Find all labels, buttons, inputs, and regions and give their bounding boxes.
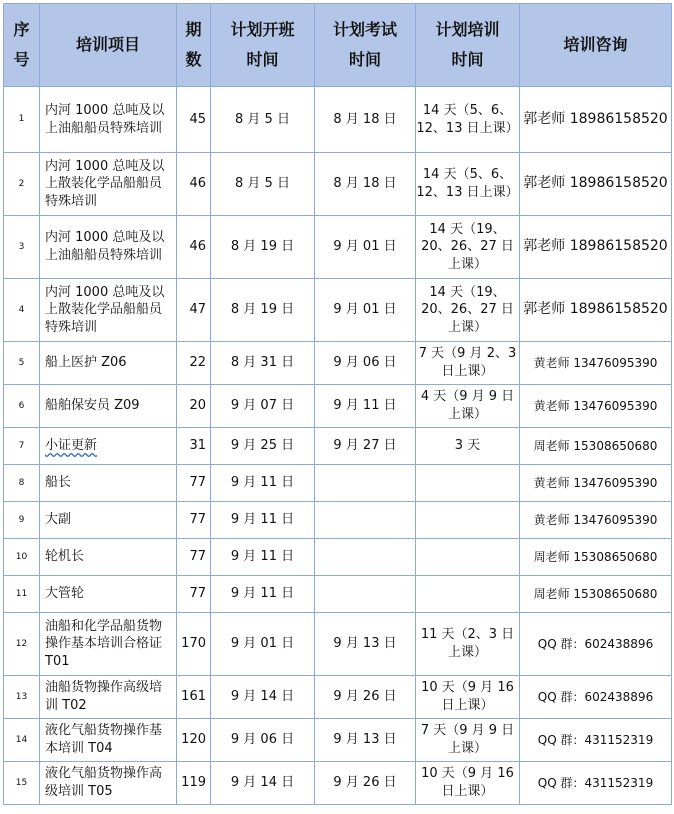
cell-exam: 9 月 27 日 xyxy=(315,428,416,465)
cell-periods: 77 xyxy=(177,502,211,539)
cell-exam: 9 月 26 日 xyxy=(315,762,416,805)
cell-exam: 9 月 11 日 xyxy=(315,385,416,428)
header-periods: 期 数 xyxy=(177,4,211,87)
cell-contact: 黄老师 13476095390 xyxy=(520,342,672,385)
cell-start: 8 月 5 日 xyxy=(211,87,315,153)
cell-training xyxy=(416,465,520,502)
cell-project: 大管轮 xyxy=(40,576,177,613)
cell-periods: 31 xyxy=(177,428,211,465)
cell-periods: 20 xyxy=(177,385,211,428)
cell-contact: 周老师 15308650680 xyxy=(520,576,672,613)
cell-contact: 郭老师 18986158520 xyxy=(520,279,672,342)
cell-project: 轮机长 xyxy=(40,539,177,576)
cell-exam xyxy=(315,465,416,502)
cell-periods: 22 xyxy=(177,342,211,385)
cell-periods: 119 xyxy=(177,762,211,805)
cell-exam: 9 月 01 日 xyxy=(315,216,416,279)
cell-contact: QQ 群：602438896 xyxy=(520,613,672,676)
cell-periods: 161 xyxy=(177,676,211,719)
cell-start: 9 月 14 日 xyxy=(211,676,315,719)
cell-contact: 黄老师 13476095390 xyxy=(520,465,672,502)
cell-exam: 8 月 18 日 xyxy=(315,87,416,153)
table-row xyxy=(4,216,672,279)
cell-periods: 77 xyxy=(177,539,211,576)
cell-contact: 郭老师 18986158520 xyxy=(520,87,672,153)
table-row xyxy=(4,465,672,502)
table-row xyxy=(4,676,672,719)
cell-contact: 周老师 15308650680 xyxy=(520,428,672,465)
cell-project: 内河 1000 总吨及以上油船船员特殊培训 xyxy=(40,216,177,279)
cell-training: 4 天（9 月 9 日上课） xyxy=(416,385,520,428)
cell-start: 9 月 25 日 xyxy=(211,428,315,465)
cell-no: 4 xyxy=(4,279,40,342)
cell-no: 12 xyxy=(4,613,40,676)
cell-project: 大副 xyxy=(40,502,177,539)
table-row xyxy=(4,539,672,576)
table-row xyxy=(4,502,672,539)
header-training: 计划培训 时间 xyxy=(416,4,520,87)
cell-training: 10 天（9 月 16 日上课） xyxy=(416,762,520,805)
cell-start: 9 月 11 日 xyxy=(211,465,315,502)
cell-training xyxy=(416,502,520,539)
cell-exam xyxy=(315,502,416,539)
table-row xyxy=(4,87,672,153)
cell-project: 小证更新 xyxy=(40,428,177,465)
cell-training: 7 天（9 月 9 日上课） xyxy=(416,719,520,762)
cell-start: 9 月 11 日 xyxy=(211,576,315,613)
cell-project: 内河 1000 总吨及以上油船船员特殊培训 xyxy=(40,87,177,153)
cell-start: 8 月 19 日 xyxy=(211,279,315,342)
table-row xyxy=(4,279,672,342)
header-project: 培训项目 xyxy=(40,4,177,87)
cell-start: 9 月 07 日 xyxy=(211,385,315,428)
cell-exam: 9 月 26 日 xyxy=(315,676,416,719)
cell-no: 9 xyxy=(4,502,40,539)
cell-training: 14 天（5、6、12、13 日上课） xyxy=(416,153,520,216)
cell-project: 液化气船货物操作高级培训 T05 xyxy=(40,762,177,805)
cell-no: 7 xyxy=(4,428,40,465)
cell-project: 船上医护 Z06 xyxy=(40,342,177,385)
cell-no: 6 xyxy=(4,385,40,428)
table-row xyxy=(4,428,672,465)
cell-periods: 46 xyxy=(177,153,211,216)
cell-project: 油船和化学品船货物操作基本培训合格证 T01 xyxy=(40,613,177,676)
header-start: 计划开班 时间 xyxy=(211,4,315,87)
cell-training: 14 天（19、20、26、27 日上课） xyxy=(416,279,520,342)
cell-no: 13 xyxy=(4,676,40,719)
cell-training: 10 天（9 月 16 日上课） xyxy=(416,676,520,719)
cell-no: 3 xyxy=(4,216,40,279)
cell-no: 10 xyxy=(4,539,40,576)
cell-start: 9 月 11 日 xyxy=(211,539,315,576)
cell-no: 15 xyxy=(4,762,40,805)
cell-contact: 郭老师 18986158520 xyxy=(520,153,672,216)
table-row xyxy=(4,719,672,762)
header-contact: 培训咨询 xyxy=(520,4,672,87)
table-row xyxy=(4,385,672,428)
cell-start: 8 月 19 日 xyxy=(211,216,315,279)
cell-no: 2 xyxy=(4,153,40,216)
cell-project: 油船货物操作高级培训 T02 xyxy=(40,676,177,719)
cell-periods: 170 xyxy=(177,613,211,676)
cell-exam: 9 月 13 日 xyxy=(315,613,416,676)
cell-exam xyxy=(315,539,416,576)
table-row xyxy=(4,153,672,216)
cell-no: 11 xyxy=(4,576,40,613)
cell-no: 8 xyxy=(4,465,40,502)
cell-project: 内河 1000 总吨及以上散装化学品船船员特殊培训 xyxy=(40,153,177,216)
cell-periods: 47 xyxy=(177,279,211,342)
header-no: 序 号 xyxy=(4,4,40,87)
training-schedule-table xyxy=(3,3,672,805)
cell-no: 1 xyxy=(4,87,40,153)
cell-exam: 8 月 18 日 xyxy=(315,153,416,216)
cell-project: 内河 1000 总吨及以上散装化学品船船员特殊培训 xyxy=(40,279,177,342)
table-row xyxy=(4,576,672,613)
header-exam: 计划考试 时间 xyxy=(315,4,416,87)
cell-exam: 9 月 06 日 xyxy=(315,342,416,385)
cell-contact: QQ 群：431152319 xyxy=(520,719,672,762)
cell-training xyxy=(416,539,520,576)
cell-exam xyxy=(315,576,416,613)
cell-training xyxy=(416,576,520,613)
cell-start: 9 月 14 日 xyxy=(211,762,315,805)
cell-contact: QQ 群：602438896 xyxy=(520,676,672,719)
cell-training: 14 天（19、20、26、27 日上课） xyxy=(416,216,520,279)
cell-start: 8 月 31 日 xyxy=(211,342,315,385)
table-row xyxy=(4,613,672,676)
cell-start: 9 月 06 日 xyxy=(211,719,315,762)
cell-periods: 46 xyxy=(177,216,211,279)
cell-no: 5 xyxy=(4,342,40,385)
cell-start: 9 月 11 日 xyxy=(211,502,315,539)
cell-periods: 120 xyxy=(177,719,211,762)
cell-exam: 9 月 13 日 xyxy=(315,719,416,762)
cell-periods: 77 xyxy=(177,465,211,502)
cell-project: 船长 xyxy=(40,465,177,502)
cell-training: 11 天（2、3 日上课） xyxy=(416,613,520,676)
cell-contact: 周老师 15308650680 xyxy=(520,539,672,576)
cell-training: 3 天 xyxy=(416,428,520,465)
cell-contact: 黄老师 13476095390 xyxy=(520,385,672,428)
header-row xyxy=(4,4,672,87)
cell-project: 液化气船货物操作基本培训 T04 xyxy=(40,719,177,762)
cell-contact: 郭老师 18986158520 xyxy=(520,216,672,279)
cell-periods: 77 xyxy=(177,576,211,613)
table-row xyxy=(4,762,672,805)
cell-project: 船舶保安员 Z09 xyxy=(40,385,177,428)
cell-start: 8 月 5 日 xyxy=(211,153,315,216)
cell-periods: 45 xyxy=(177,87,211,153)
cell-exam: 9 月 01 日 xyxy=(315,279,416,342)
cell-no: 14 xyxy=(4,719,40,762)
cell-contact: QQ 群：431152319 xyxy=(520,762,672,805)
cell-training: 7 天（9 月 2、3 日上课） xyxy=(416,342,520,385)
cell-contact: 黄老师 13476095390 xyxy=(520,502,672,539)
cell-start: 9 月 01 日 xyxy=(211,613,315,676)
cell-training: 14 天（5、6、12、13 日上课） xyxy=(416,87,520,153)
table-row xyxy=(4,342,672,385)
